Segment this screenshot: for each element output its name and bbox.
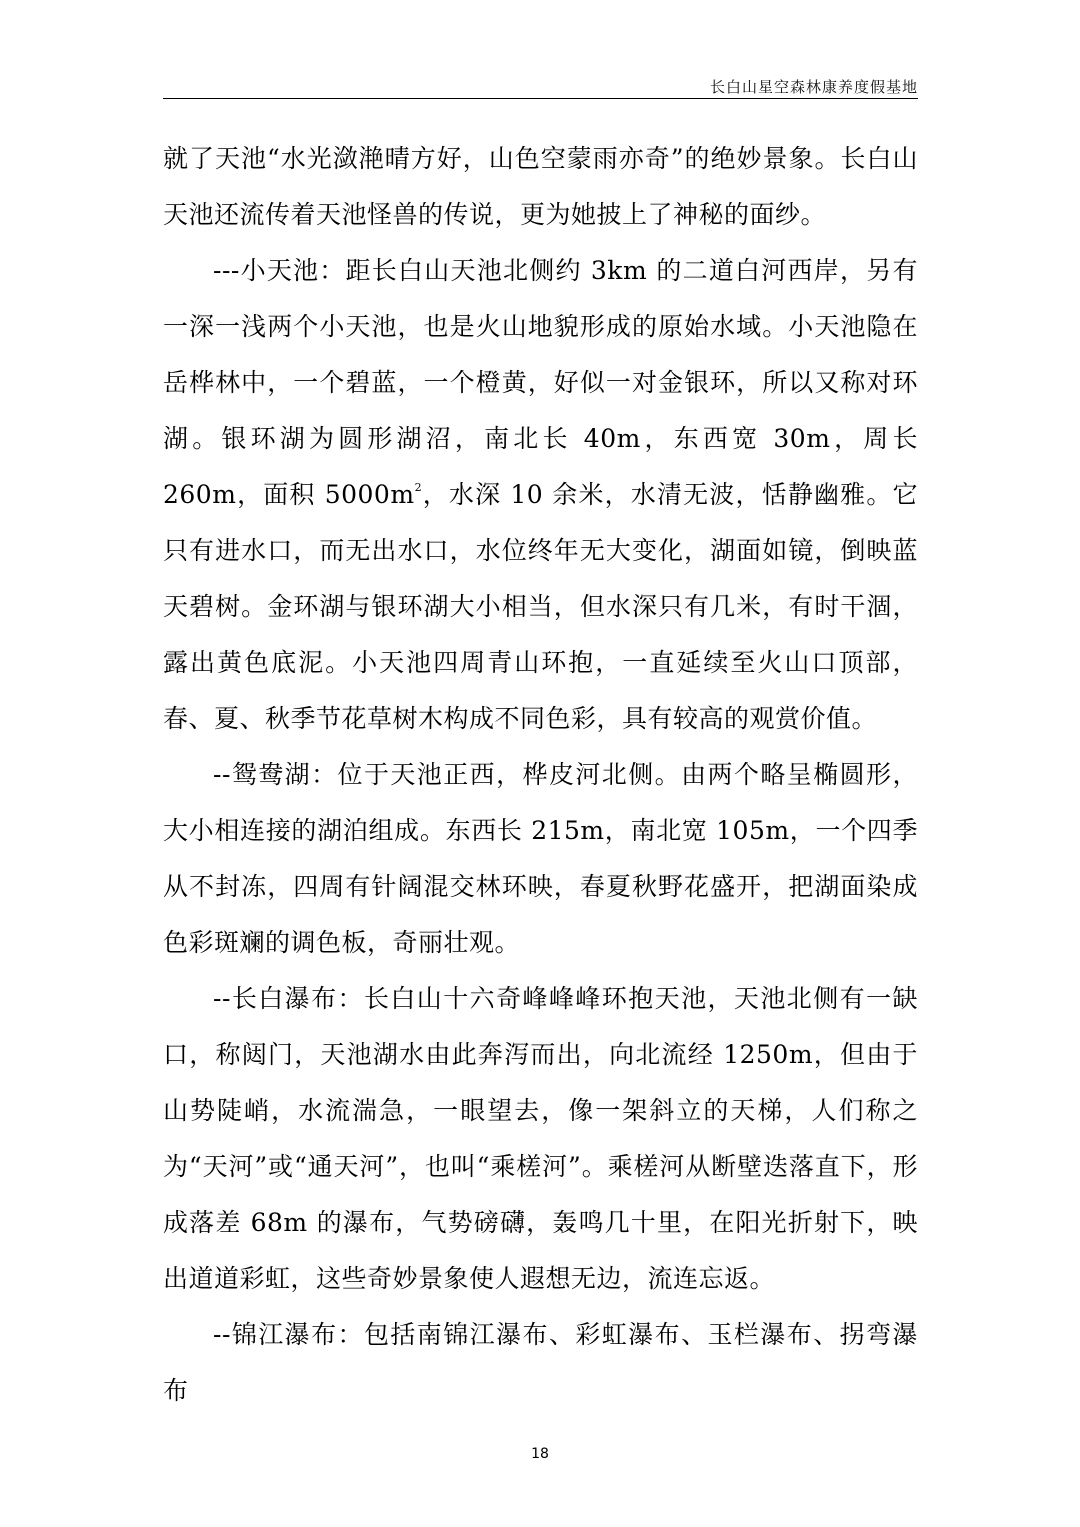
page-number: 18 <box>531 1446 549 1462</box>
paragraph-xiao-tianchi-text: ---小天池：距长白山天池北侧约 3km 的二道白河西岸，另有一深一浅两个小天池，也是火山地貌形成的原始水域。小天池隐在岳桦林中，一个碧蓝，一个橙黄，好似一对金银环，所以又称对环湖。银环湖为圆形湖沼，南北长 40m，东西宽 30m，周长 260m，面积 5000m <box>163 256 918 509</box>
document-body <box>163 131 918 1419</box>
paragraph-xiao-tianchi <box>163 243 918 747</box>
header-title: 长白山星空森林康养度假基地 <box>709 78 918 96</box>
paragraph-jinjiang-waterfall: --锦江瀑布：包括南锦江瀑布、彩虹瀑布、玉栏瀑布、拐弯瀑布 <box>163 1320 918 1405</box>
paragraph-xiao-tianchi-text-cont: ，水深 10 余米，水清无波，恬静幽雅。它只有进水口，而无出水口，水位终年无大变化，湖面如镜，倒映蓝天碧树。金环湖与银环湖大小相当，但水深只有几米，有时干涸，露出黄色底泥。小天池四周青山环抱，一直延续至火山口顶部，春、夏、秋季节花草树木构成不同色彩，具有较高的观赏价值。 <box>163 480 918 733</box>
paragraph-changbai-waterfall: --长白瀑布：长白山十六奇峰峰峰环抱天池，天池北侧有一缺口，称闼门，天池湖水由此奔泻而出，向北流经 1250m，但由于山势陡峭，水流湍急，一眼望去，像一架斜立的天梯，人们称之为“天河”或“通天河”，也叫“乘槎河”。乘槎河从断壁迭落直下，形成落差 68m 的瀑布，气势磅礴，轰鸣几十里，在阳光折射下，映出道道彩虹，这些奇妙景象使人遐想无边，流连忘返。 <box>163 984 918 1293</box>
page-header <box>163 74 918 99</box>
paragraph-yuanyang-lake: --鸳鸯湖：位于天池正西，桦皮河北侧。由两个略呈椭圆形，大小相连接的湖泊组成。东西长 215m，南北宽 105m，一个四季从不封冻，四周有针阔混交林环映，春夏秋野花盛开，把湖面染成色彩斑斓的调色板，奇丽壮观。 <box>163 760 918 957</box>
paragraph-tianchi-continued: 就了天池“水光潋滟晴方好，山色空蒙雨亦奇”的绝妙景象。长白山天池还流传着天池怪兽的传说，更为她披上了神秘的面纱。 <box>163 144 918 229</box>
square-meter-superscript: 2 <box>414 481 423 494</box>
